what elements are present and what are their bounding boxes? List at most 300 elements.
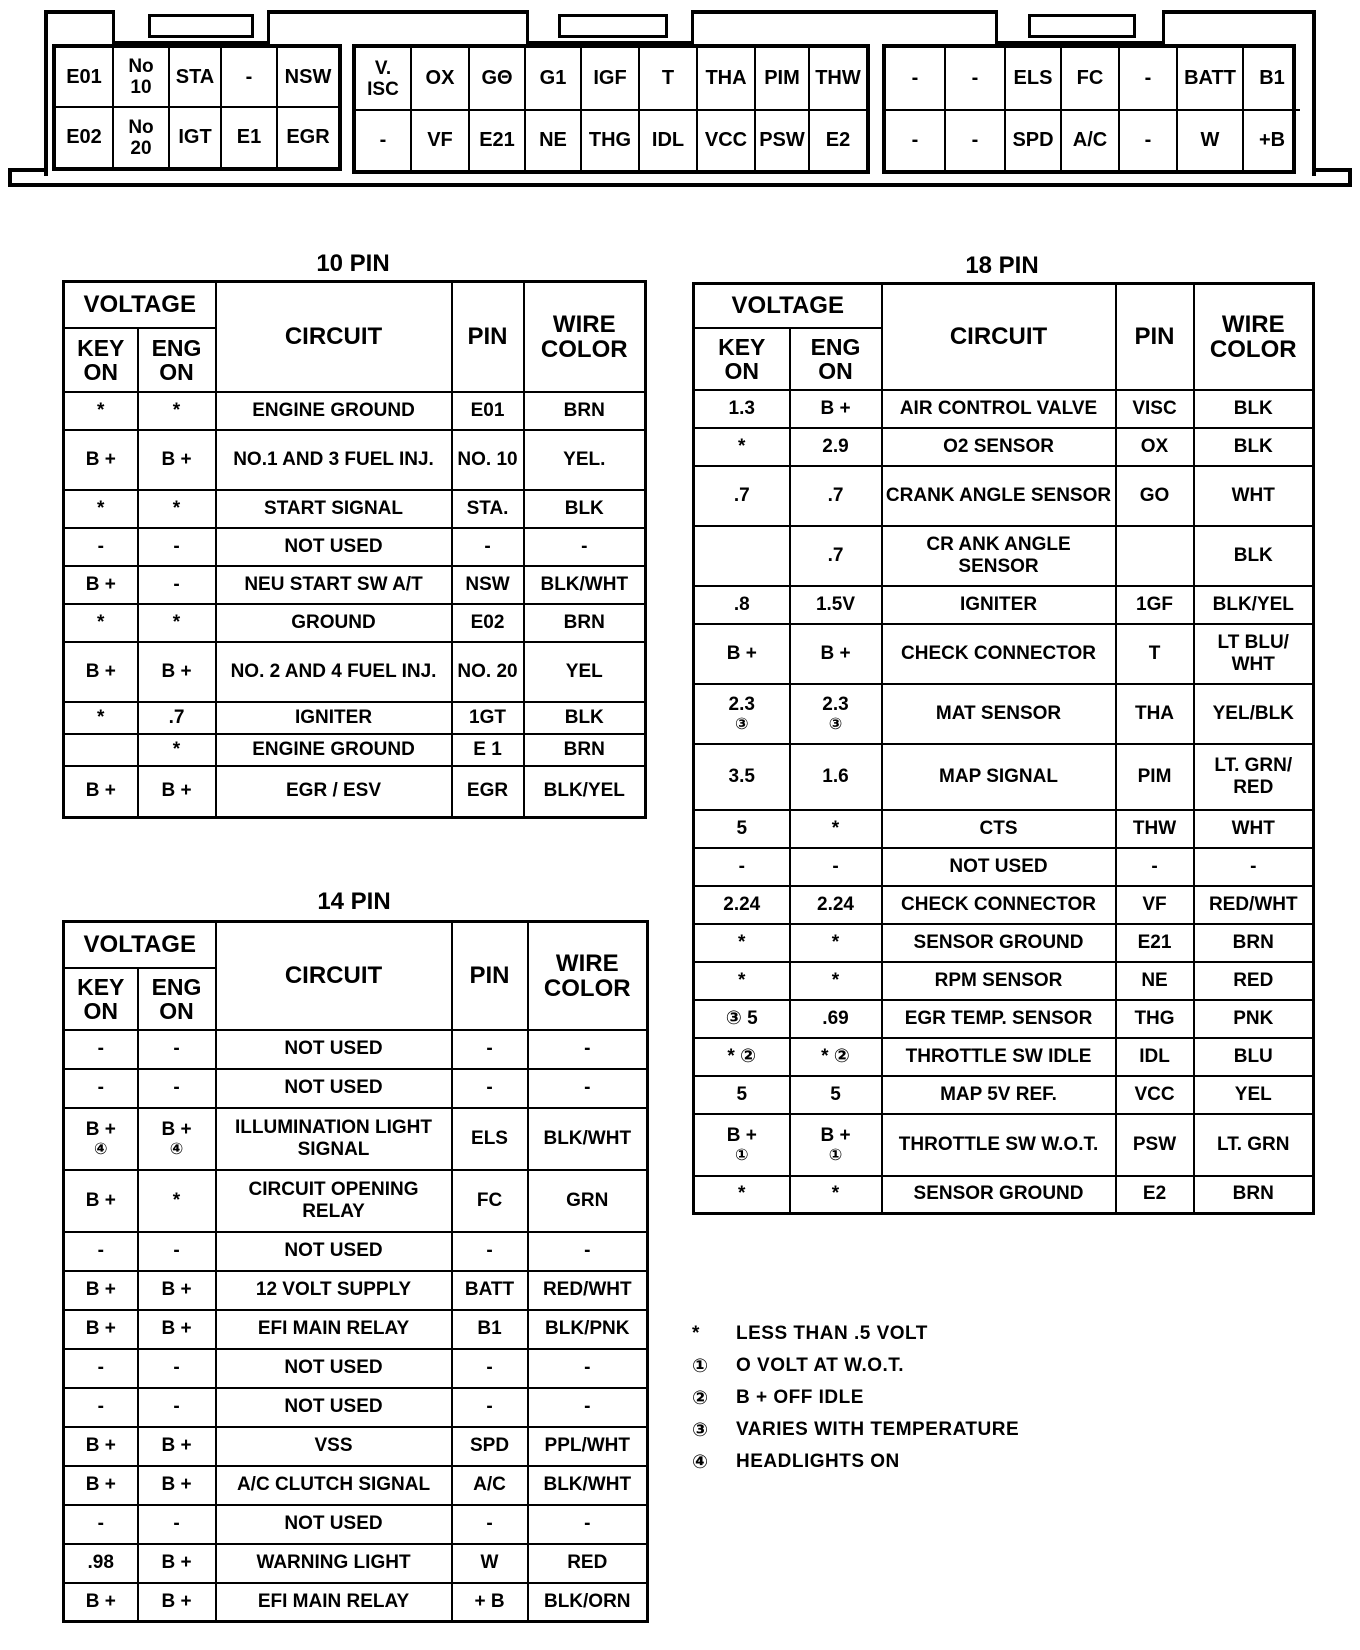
key-on-voltage-value: 2.3 [728,693,755,715]
table-row [64,1583,648,1622]
key-on-voltage-value: - [97,1396,104,1417]
key-on-voltage [694,924,790,962]
eng-on-voltage-value: - [173,1396,180,1417]
pin-id-value: - [486,1357,493,1378]
pin-id-value: PSW [1132,1133,1177,1155]
key-on-voltage-value: - [97,535,104,557]
connector-pin: G1 [526,48,582,111]
footnote-marker: ① [828,1146,843,1164]
pin-id [452,1427,528,1466]
wire-color-value: RED/WHT [542,1279,632,1300]
key-on-voltage [64,702,138,734]
pin-id-value: NE [1141,969,1168,991]
wire-color [524,642,646,702]
connector-pin: - [356,111,412,170]
key-on-header: KEY ON [64,968,138,1030]
key-on-voltage-value: B + [85,448,116,470]
footnote-marker: ④ [169,1140,184,1158]
connector-latch-c-slot [1028,14,1136,38]
wire-color-value: BLK [1233,435,1273,457]
circuit-name-value: SENSOR GROUND [913,1183,1084,1205]
pin-id-value: SPD [469,1435,510,1456]
pin-id [1116,1038,1194,1076]
key-on-voltage [694,390,790,428]
key-on-voltage [694,428,790,466]
circuit-name [882,1176,1116,1214]
eng-on-voltage [790,1076,882,1114]
wire-color [528,1388,648,1427]
table-18-pin-title: 18 PIN [965,252,1039,279]
key-on-voltage-value: B + [85,1590,116,1612]
circuit-name-value: NO.1 AND 3 FUEL INJ. [233,448,434,470]
eng-on-voltage-value: .69 [822,1007,849,1029]
eng-on-voltage [138,1466,216,1505]
pin-id [1116,1176,1194,1214]
eng-on-voltage [138,490,216,528]
connector-block-10-pin [52,44,342,171]
legend-symbol: ① [692,1355,709,1377]
circuit-name [882,466,1116,526]
table-row [694,1038,1314,1076]
circuit-name-value: EFI MAIN RELAY [257,1590,410,1612]
pin-id-value: E 1 [473,738,502,760]
key-on-voltage-value: B + [726,1124,757,1146]
wire-color-value: BLK/ORN [543,1590,631,1612]
pin-id [1116,1076,1194,1114]
connector-pin: FC [1062,48,1120,111]
circuit-name-value: CHECK CONNECTOR [901,893,1096,915]
key-on-voltage [64,1271,138,1310]
key-on-voltage [694,848,790,886]
circuit-name-value: MAT SENSOR [935,702,1062,724]
connector-pin: OX [412,48,470,111]
key-on-voltage [694,1114,790,1176]
eng-on-header: ENG ON [138,968,216,1030]
circuit-name [216,604,452,642]
key-on-voltage-value: 2.24 [723,893,761,915]
footnote-legend [686,1318,1246,1478]
table-row [694,744,1314,810]
circuit-name [882,924,1116,962]
eng-on-voltage-value: * [172,611,181,633]
pin-id [452,490,524,528]
table-14-pin-title: 14 PIN [317,888,391,915]
eng-on-voltage-value: * ② [821,1045,850,1067]
key-on-voltage-value: B + [85,573,116,595]
legend-symbol: ② [692,1387,709,1409]
wire-color-value: - [584,1513,591,1534]
circuit-name-value: MAP 5V REF. [940,1083,1057,1105]
pin-id [1116,684,1194,744]
eng-on-voltage [138,1505,216,1544]
pin-id-value: THA [1134,702,1175,724]
wire-color-value: LT. GRN/ RED [1214,754,1293,798]
key-on-voltage-value: 3.5 [728,765,755,787]
wire-color-value: BLK/WHT [543,1127,632,1149]
wire-color-value: RED/WHT [1208,893,1298,915]
pin-id-value: VF [1142,893,1167,915]
connector-pin: THA [698,48,756,111]
table-row [64,1349,648,1388]
connector-block-14-pin [882,44,1296,174]
key-on-voltage [694,1076,790,1114]
wire-color [1194,848,1314,886]
pin-id-value: THW [1132,817,1177,839]
eng-on-voltage [138,1030,216,1069]
table-row [694,810,1314,848]
wire-color-value: LT. GRN [1217,1133,1290,1155]
wire-color [1194,428,1314,466]
eng-on-voltage-value: .7 [827,544,844,566]
circuit-name-value: MAP SIGNAL [939,765,1058,787]
key-on-voltage-value: B + [85,660,116,682]
pin-id-value: BATT [464,1279,515,1300]
circuit-name-value: CHECK CONNECTOR [901,642,1096,664]
pin-id-value: - [486,1396,493,1417]
eng-on-voltage [138,566,216,604]
wire-color-value: - [1250,855,1257,877]
eng-on-voltage [790,586,882,624]
pin-id [1116,466,1194,526]
table-row [64,1271,648,1310]
eng-on-voltage-value: * [172,738,181,760]
connector-pin: B1 [1244,48,1300,111]
circuit-name-value: NO. 2 AND 4 FUEL INJ. [230,660,437,682]
pin-id [452,604,524,642]
footnote-marker: ③ [828,715,843,733]
eng-on-voltage [138,1544,216,1583]
connector-pin: - [222,48,278,108]
pin-id-value: FC [476,1189,503,1211]
eng-on-voltage-value: * [172,497,181,519]
wire-color [524,430,646,490]
pin-id [1116,1000,1194,1038]
eng-on-voltage [790,962,882,1000]
key-on-header: KEY ON [694,328,790,390]
wire-color-value: BLK [1233,544,1273,566]
wire-color [1194,886,1314,924]
pin-id-value: GO [1139,484,1170,506]
pin-id [452,1170,528,1232]
circuit-name [216,1271,452,1310]
legend-symbol: * [692,1323,700,1344]
circuit-name [216,1544,452,1583]
circuit-name [216,702,452,734]
circuit-name-value: 12 VOLT SUPPLY [255,1279,412,1300]
footnote-marker: ④ [93,1140,108,1158]
pin-id-value: NO. 20 [457,660,518,682]
wire-color-value: WHT [1231,484,1275,506]
table-row [64,430,646,490]
table-row [64,1505,648,1544]
table-row [64,702,646,734]
key-on-voltage-value: - [97,1357,104,1378]
table-row [64,1427,648,1466]
circuit-name [882,428,1116,466]
key-on-voltage [64,642,138,702]
circuit-name-value: CTS [979,817,1018,839]
connector-pin: VF [412,111,470,170]
connector-pin: EGR [286,126,330,148]
circuit-header: CIRCUIT [216,282,452,392]
connector-pin: BATT [1178,48,1244,111]
eng-on-voltage-value: B + [161,448,192,470]
wire-color-value: - [584,1077,591,1098]
circuit-name [882,390,1116,428]
circuit-name-value: SENSOR GROUND [913,931,1084,953]
eng-on-header: ENG ON [790,328,882,390]
circuit-name [216,1232,452,1271]
connector-pin: PIM [756,48,810,111]
legend-item [686,1350,1246,1382]
circuit-name-value: ENGINE GROUND [252,738,415,760]
key-on-voltage-value: * [97,399,105,421]
eng-on-voltage [138,1232,216,1271]
table-row [64,528,646,566]
eng-on-voltage-value: - [173,1240,180,1261]
connector-pin: T [640,48,698,111]
circuit-name [882,886,1116,924]
eng-on-voltage [138,1388,216,1427]
eng-on-voltage [138,528,216,566]
pin-id [1116,886,1194,924]
key-on-voltage-value: 5 [736,1083,748,1105]
key-on-voltage-value: B + [85,1118,116,1140]
key-on-voltage-value: B + [85,780,116,802]
footnote-marker: ① [734,1146,749,1164]
wire-color [528,1544,648,1583]
eng-on-voltage [138,1069,216,1108]
wire-color-header: WIRE COLOR [1194,284,1314,390]
eng-on-voltage-value: B + [820,642,851,664]
pin-id-value: THG [1134,1007,1175,1029]
table-row [64,490,646,528]
circuit-name-value: CIRCUIT OPENING RELAY [248,1178,419,1222]
circuit-name-value: NEU START SW A/T [244,573,423,595]
pin-id-value: - [486,1038,493,1059]
pin-id-value: - [484,535,491,557]
legend-symbol: ③ [692,1419,709,1441]
eng-on-voltage [138,734,216,766]
key-on-voltage-value: .98 [87,1552,114,1573]
circuit-name-value: AIR CONTROL VALVE [899,397,1098,419]
table-row [694,1000,1314,1038]
key-on-header: KEY ON [64,328,138,392]
connector-pin: A/C [1062,111,1120,170]
table-row [694,848,1314,886]
pin-id [452,1108,528,1170]
pin-id [452,1271,528,1310]
wire-color-value: - [584,1038,591,1059]
table-row [64,1466,648,1505]
pin-id-value: NO. 10 [457,448,518,470]
pin-id [1116,586,1194,624]
circuit-name-value: NOT USED [284,1513,383,1534]
key-on-voltage-value: 1.3 [728,397,755,419]
wire-color [528,1427,648,1466]
eng-on-voltage-value: B + [161,1435,192,1456]
key-on-voltage [64,1349,138,1388]
key-on-voltage-value: * [738,1183,746,1205]
table-row [694,428,1314,466]
key-on-voltage-value: B + [85,1318,116,1339]
table-row [694,390,1314,428]
wire-color-value: BLK/PNK [545,1318,630,1339]
pin-id-value: W [480,1552,499,1573]
eng-on-voltage [790,1038,882,1076]
eng-on-voltage [790,744,882,810]
key-on-voltage [64,734,138,766]
pin-id-value: - [1151,855,1158,877]
eng-on-voltage-value: - [173,573,180,595]
wire-color [1194,1114,1314,1176]
circuit-name [216,1310,452,1349]
circuit-name [216,566,452,604]
wire-color [528,1232,648,1271]
key-on-voltage [64,566,138,604]
eng-on-voltage-value: B + [161,1318,192,1339]
circuit-name [216,766,452,818]
wire-color-value: BRN [1232,1183,1274,1205]
circuit-name-value: ENGINE GROUND [252,399,415,421]
pin-id [452,702,524,734]
circuit-name [882,1038,1116,1076]
connector-pin: E2 [825,129,851,151]
wire-color [524,528,646,566]
circuit-name-value: A/C CLUTCH SIGNAL [236,1474,431,1495]
circuit-name [216,1466,452,1505]
circuit-name-value: GROUND [291,611,376,633]
wire-color [528,1069,648,1108]
wire-color [524,766,646,818]
table-row [64,604,646,642]
pin-id [1116,744,1194,810]
connector-pin: THG [582,111,640,170]
wire-color-value: YEL [565,660,603,682]
pin-id-value: STA. [466,497,509,519]
circuit-name-value: CR ANK ANGLE SENSOR [926,533,1071,577]
circuit-name [216,490,452,528]
circuit-name [882,586,1116,624]
pin-id [452,1583,528,1622]
wire-color [524,604,646,642]
circuit-name [216,430,452,490]
eng-on-voltage [790,428,882,466]
circuit-name [216,1427,452,1466]
wire-color-value: BLK [564,497,604,519]
eng-on-voltage [790,466,882,526]
wire-color [1194,684,1314,744]
key-on-voltage [64,1030,138,1069]
eng-on-voltage [790,848,882,886]
key-on-voltage [694,684,790,744]
key-on-voltage [694,624,790,684]
eng-on-voltage [790,924,882,962]
pin-id-value: E2 [1142,1183,1167,1205]
eng-on-voltage [138,392,216,430]
pin-id-value: B1 [477,1318,502,1339]
pin-id [1116,624,1194,684]
table-row [694,1114,1314,1176]
eng-on-voltage [138,1349,216,1388]
eng-on-voltage [138,702,216,734]
circuit-name [882,1000,1116,1038]
wire-color-value: PNK [1233,1007,1274,1029]
eng-on-voltage-value: 5 [830,1083,841,1105]
key-on-voltage [64,490,138,528]
wire-color-value: BLK [1233,397,1273,419]
connector-pin: +B [1258,129,1286,151]
wire-color [528,1108,648,1170]
circuit-name [882,526,1116,586]
voltage-header: VOLTAGE [64,282,216,328]
wire-color [1194,624,1314,684]
connector-latch-b-slot [558,14,668,38]
eng-on-voltage-value: - [173,1513,180,1534]
eng-on-voltage-value: B + [161,660,192,682]
table-row [64,642,646,702]
wire-color [1194,1000,1314,1038]
key-on-voltage [64,766,138,818]
circuit-name-value: RPM SENSOR [934,969,1063,991]
key-on-voltage [64,1232,138,1271]
connector-pin: - [946,48,1006,111]
wire-color-value: - [581,535,588,557]
eng-on-voltage [790,624,882,684]
eng-on-voltage [138,1108,216,1170]
connector-pin: ELS [1006,48,1062,111]
wire-color [528,1466,648,1505]
eng-on-voltage [138,604,216,642]
circuit-name-value: EFI MAIN RELAY [257,1318,410,1339]
table-row [694,924,1314,962]
table-row [64,566,646,604]
wire-color [1194,390,1314,428]
pin-id-value: - [486,1077,493,1098]
key-on-voltage [694,962,790,1000]
connector-pin: E21 [470,111,526,170]
footnote-marker: ③ [734,715,749,733]
pin-id-value: E02 [470,611,505,633]
pin-id-value: OX [1140,435,1169,457]
eng-on-voltage-value: B + [820,397,851,419]
circuit-name-value: IGNITER [294,706,373,728]
wire-color-value: PPL/WHT [544,1435,631,1456]
circuit-name-value: WARNING LIGHT [256,1552,411,1573]
table-row [694,684,1314,744]
wire-color-value: RED [1233,969,1274,991]
wire-color-value: YEL [1234,1083,1272,1105]
circuit-name [216,1108,452,1170]
wire-color-value: BLK/WHT [543,1474,632,1495]
eng-on-voltage [138,1271,216,1310]
eng-on-voltage [138,1310,216,1349]
table-row [694,886,1314,924]
wire-color [524,490,646,528]
pin-id [452,1544,528,1583]
wire-color [1194,962,1314,1000]
pin-id [1116,810,1194,848]
connector-pin: V. ISC [356,48,412,111]
connector-pin: THW [810,48,866,111]
eng-on-voltage-value: * [172,1189,181,1211]
wire-color-value: BRN [563,738,605,760]
wire-color [524,392,646,430]
eng-on-voltage-value: - [173,1038,180,1059]
wire-color [528,1271,648,1310]
key-on-voltage-value: B + [85,1435,116,1456]
wire-color [528,1349,648,1388]
